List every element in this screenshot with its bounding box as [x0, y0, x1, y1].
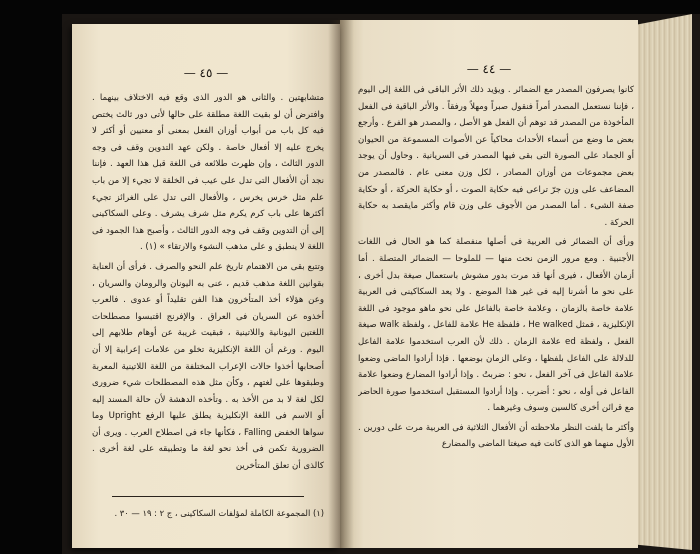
paragraph: وتتبع بقى من الاهتمام تاريخ علم النحو والصرف . فرأى أن العناية بقوانين اللغة مذهب قديم ، عنى به اليونان والرومان والسريان ، وعن هؤلاء أخذ المتأخرون هذا الفن تقليداً أو عدوى . فالعرب أخذوه عن السريان فى العراق . والإفرنج اقتبسوا مصطلحات اللغتين اليونانية واللاتينية ، فبقيت غريبة عن أوهام طلابهم إلى اليوم . ورغم أن اللغة الإنكليزية تخلو من علامات إعرابية إلا أن أصحابها أخذوا حالات الإعراب المختلفة من اللغة اللاتينية المعربة وطبقوها على لغتهم ، وكأن مثل هذه المصطلحات شيء ضرورى لكل لغة لا بد من الأخذ به . وتأخذه الدهشة لأن حالة المسند إليه أو الاسم فى اللغة الإنكليزية يطلق عليها الرفع Upright وما سواها الخفض Falling ، فكأنها جاء فى اصطلاح العرب . ويرى أن الضرورية تكمن فى أخذ نحو لغة ما وتطبيقه على لغة أخرى . كالذى أن تعلق المتأخرين	[92, 261, 324, 472]
page-number-45: — ٤٥ —	[183, 66, 229, 80]
paragraph: كانوا يصرفون المصدر مع الضمائر . ويؤيد ذلك الأثر الباقى فى اللغة إلى اليوم ، فإننا نستعمل المصدر أمراً فنقول صبراً ومهلاً ورفقاً . والأثر الباقية فى الفعل المأخوذة من المصدر قد توهم أن الفعل هو الأصل ، والمصدر هو الفرع . وأرجع بعض ما وضع من أسماء الأحداث محاكياً عن الأصوات المسموعة من الحيوان أو الجماد على الصورة التى بقى فيها المصدر فى السريانية . وحاول أن يوجد بعض مجموعات من أوزان المصادر ، لكل وزن معنى عام . فالمصدر من المضاعف على وزن جرّ تراعى فيه حكاية الصوت ، أو حكاية الحركة ، أو حكاية صفة الشىء . أما المصدر من الأجوف على وزن قام وأكثر مايقصد به حكاية الحركة .	[358, 85, 634, 228]
footnote-divider	[112, 496, 304, 497]
right-page	[340, 20, 638, 548]
left-page-text	[92, 90, 324, 488]
page-edges	[636, 14, 692, 550]
paragraph: وأكثر ما يلفت النظر ملاحظته أن الأفعال الثلاثية فى العربية مرت على دورين . الأول منهما هو الذى كانت فيه صيغتا الماضى والمضارع	[358, 422, 634, 450]
page-number-44: — ٤٤ —	[466, 62, 512, 76]
book-gutter	[328, 20, 354, 548]
paragraph: ورأى أن الضمائر فى العربية فى أصلها منفصلة كما هو الحال فى اللغات الأجنبية . ومع مرور الزمن نحت منها — للملوحا — الضمائر المتصلة . أما أزمان الأفعال ، فيرى أنها قد مرت بدور مشوش باستعمال صيغة بدل أخرى ، على نحو ما أشرنا إليه فى غير هذا الموضع . ولا يعد السكاكينى فى العربية علامة خاصة بالزمان ، وعلامة خاصة بالفاعل على نحو ماهو موجود فى اللغة الإنكليزية ، فمثل He walked ، فلفظة He علامة للفاعل ، ولفظة walk صيغة الفعل ، ولفظة ed علامة الزمان . ذلك لأن العرب استخدموا علامة الفاعل للدلالة على الفاعل بلفظها ، وعلى الزمان بوضعها . فإذا أرادوا الماضى وضعوا علامة الفاعل فى آخر الفعل ، نحو : ضربتُ . وإذا أرادوا المضارع وضعوا علامة الفاعل فى أوله ، نحو : أضرب . وإذا أرادوا المستقبل استخدموا صورة الحاضر مع قرائن أخرى كالسين وسوف وغيرهما .	[358, 237, 634, 414]
footnote: (١) المجموعة الكاملة لمؤلفات السكاكينى ، ج ٢ : ١٩ — ٣٠ .	[114, 508, 324, 518]
paragraph: متشابهتين . والثانى هو الدور الذى وقع فيه الاختلاف بينهما . وافترض أن لو بقيت اللغة مطلقة على حالها لأتى دور ثالث يختص فيه كل باب من أبواب أوزان الفعل بمعنى أو معنيين أو أكثر لا يخرج عليه إلا أفعال خاصة . ولكن عهد التدوين وقف فى وجه الدور الثالث ، وإن ظهرت طلائعه فى اللغة قبل هذا العهد . فإننا نجد أن الأفعال التى تدل على عيب فى الخلقة لا تجيء إلا من باب علم مثل خرس يخرس ، والأفعال التى تدل على الغرائز تجيء أكثرها على باب كرم يكرم مثل شرف يشرف . وعلى السكاكينى إلى أن التدوين وقف فى وجه الدور الثالث ، وأصبح هذا الجمود فى اللغة لا ينطبق و على مذهب النشوء والارتقاء » (١) .	[92, 93, 324, 253]
left-page	[72, 24, 340, 548]
right-page-text	[358, 82, 634, 540]
